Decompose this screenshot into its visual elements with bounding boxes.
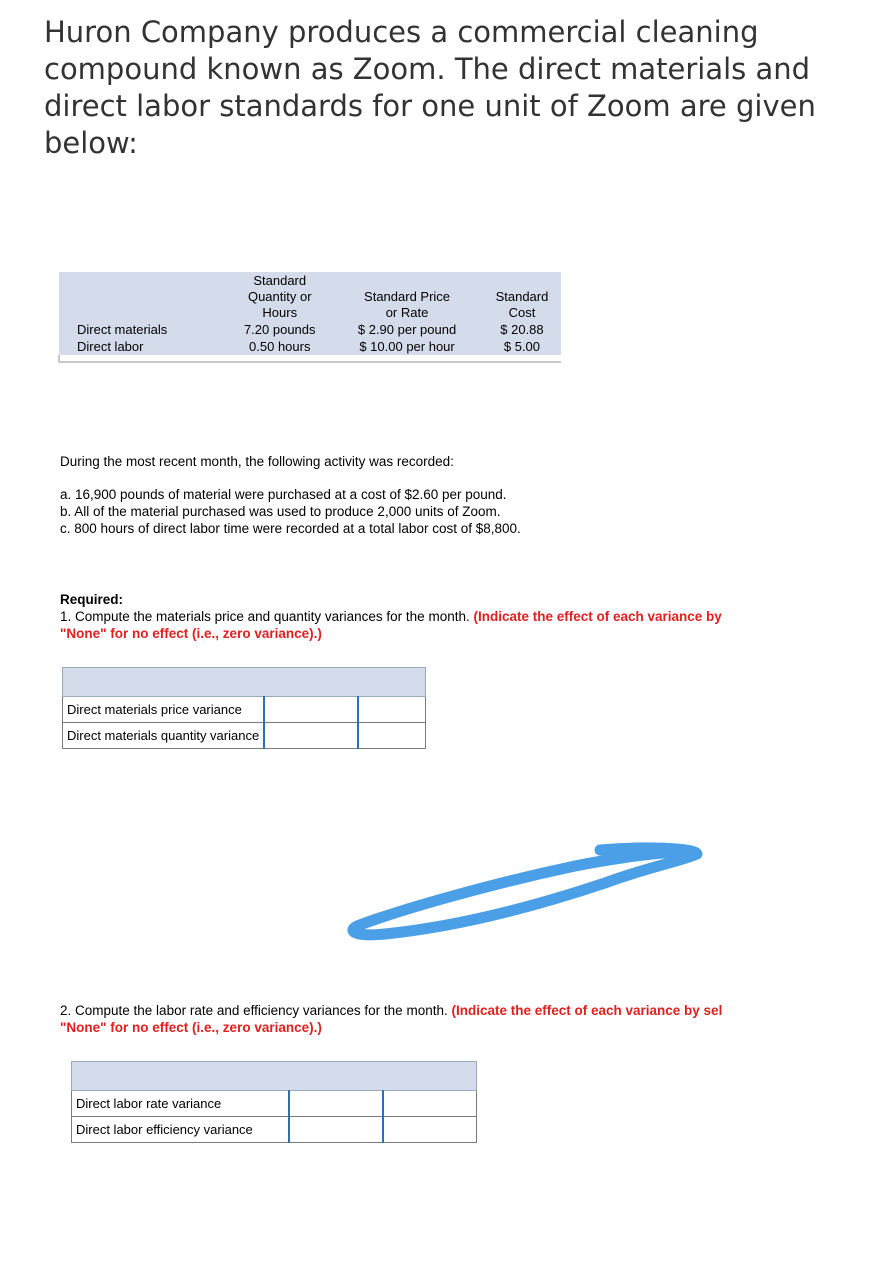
- table-row: [63, 723, 426, 749]
- materials-price-variance-effect-select[interactable]: [358, 697, 426, 723]
- activity-list: [60, 486, 521, 537]
- table-row: [63, 697, 426, 723]
- row-direct-labor: Direct labor 0.50 hours $ 10.00 per hour $ 5.00: [59, 338, 561, 355]
- question-2-note-cont: "None" for no effect (i.e., zero variance).): [60, 1020, 322, 1035]
- standards-table: [58, 272, 561, 363]
- labor-efficiency-variance-effect-select[interactable]: [383, 1117, 477, 1143]
- activity-item-b: b. All of the material purchased was used to produce 2,000 units of Zoom.: [60, 504, 501, 519]
- question-2-note: (Indicate the effect of each variance by sel: [451, 1003, 723, 1018]
- activity-intro: During the most recent month, the following activity was recorded:: [60, 454, 454, 469]
- intro-paragraph: Huron Company produces a commercial cleaning compound known as Zoom. The direct materials and direct labor standards for one unit of Zoom are given below:: [44, 15, 816, 160]
- question-2-section: [60, 1002, 860, 1036]
- materials-variance-table: [62, 667, 426, 749]
- labor-efficiency-variance-amount-input[interactable]: [289, 1117, 383, 1143]
- question-1-note-cont: "None" for no effect (i.e., zero variance).): [60, 626, 322, 641]
- question-2: 2. Compute the labor rate and efficiency variances for the month. (Indicate the effect of each variance by sel: [60, 1003, 723, 1018]
- materials-quantity-variance-effect-select[interactable]: [358, 723, 426, 749]
- activity-item-a: a. 16,900 pounds of material were purchased at a cost of $2.60 per pound.: [60, 487, 507, 502]
- required-title: Required:: [60, 592, 124, 607]
- header-cost: Standard Cost: [495, 289, 549, 320]
- labor-rate-variance-effect-select[interactable]: [383, 1091, 477, 1117]
- materials-quantity-variance-label: Direct materials quantity variance: [63, 723, 265, 749]
- activity-item-c: c. 800 hours of direct labor time were recorded at a total labor cost of $8,800.: [60, 521, 521, 536]
- labor-rate-variance-amount-input[interactable]: [289, 1091, 383, 1117]
- header-quantity: Standard Quantity or Hours: [247, 273, 312, 320]
- labor-variance-table: [71, 1061, 477, 1143]
- required-section: [60, 591, 850, 642]
- labor-efficiency-variance-label: Direct labor efficiency variance: [72, 1117, 290, 1143]
- row-direct-materials: Direct materials 7.20 pounds $ 2.90 per pound $ 20.88: [59, 321, 561, 338]
- standards-header-row: [59, 272, 561, 321]
- table-row: [72, 1117, 477, 1143]
- header-price: Standard Price or Rate: [364, 289, 451, 320]
- question-1: 1. Compute the materials price and quantity variances for the month. (Indicate the effect of each variance by: [60, 609, 722, 624]
- materials-quantity-variance-amount-input[interactable]: [264, 723, 358, 749]
- blue-scribble-mark: [345, 838, 705, 948]
- materials-price-variance-label: Direct materials price variance: [63, 697, 265, 723]
- question-1-note: (Indicate the effect of each variance by: [473, 609, 722, 624]
- materials-price-variance-amount-input[interactable]: [264, 697, 358, 723]
- labor-rate-variance-label: Direct labor rate variance: [72, 1091, 290, 1117]
- table-row: [72, 1091, 477, 1117]
